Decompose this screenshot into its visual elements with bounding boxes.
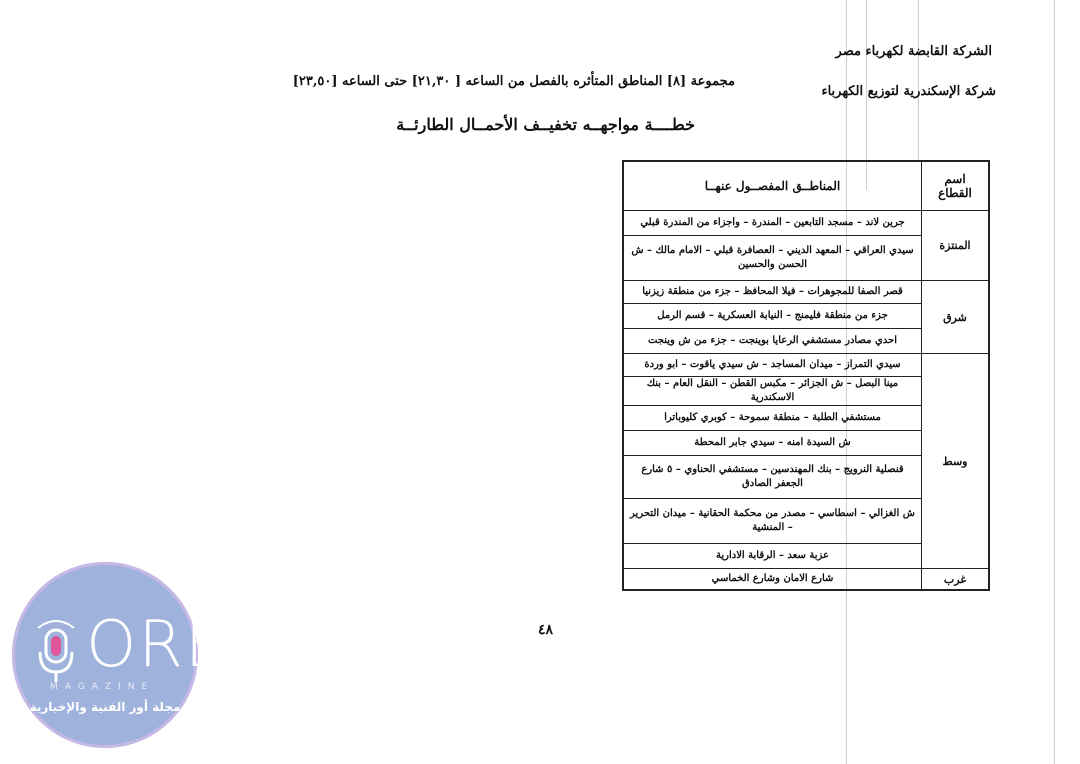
area-cell: ش الغزالي – اسطاسي – مصدر من محكمة الحقانية – ميدان التحرير – المنشية — [623, 499, 922, 544]
area-cell: سيدي التمراز – ميدان المساجد – ش سيدي ياقوت – ابو وردة — [623, 354, 922, 377]
scan-line — [918, 0, 919, 160]
table-row — [623, 211, 989, 236]
table-header-row — [623, 161, 989, 211]
area-cell: شارع الامان وشارع الخماسي — [623, 569, 922, 591]
area-cell: جزء من منطقة فليمنج – النيابة العسكرية – قسم الرمل — [623, 304, 922, 329]
logo-subtitle: MAGAZINE — [50, 682, 155, 692]
logo-text: ORE — [86, 608, 228, 682]
sector-name: غرب — [922, 569, 990, 591]
sector-column-header: اسم القطاع — [922, 161, 990, 211]
sector-name: شرق — [922, 281, 990, 354]
area-cell: سيدي العراقي – المعهد الديني – العصافرة قبلي – الامام مالك – ش الحسن والحسين — [623, 236, 922, 281]
plan-title: خطــــة مواجهــه تخفيــف الأحمــال الطارئــة — [396, 115, 695, 134]
table-row — [623, 569, 989, 591]
area-cell: ش السيدة امنه – سيدي جابر المحطة — [623, 431, 922, 456]
area-cell: قصر الصفا للمجوهرات – فيلا المحافظ – جزء من منطقة زيزنيا — [623, 281, 922, 304]
area-cell: قنصلية النرويج – بنك المهندسين – مستشفي الحناوي – ٥ شارع الجعفر الصادق — [623, 456, 922, 499]
table-row — [623, 281, 989, 304]
area-cell: عزبة سعد – الرقابة الادارية — [623, 544, 922, 569]
sector-name: وسط — [922, 354, 990, 569]
org-line-distribution: شركة الإسكندرية لتوزيع الكهرباء — [821, 84, 996, 99]
org-line-holding: الشركة القابضة لكهرباء مصر — [835, 44, 992, 59]
page-number: ٤٨ — [538, 622, 554, 638]
logo-arabic-caption: مجلة أور الفنية والإخبارية — [29, 700, 181, 714]
areas-column-header: المناطــق المفصــول عنهــا — [623, 161, 922, 211]
table-row — [623, 354, 989, 377]
microphone-icon — [34, 618, 78, 686]
zones-table — [622, 160, 990, 591]
area-cell: مستشفي الطلبة – منطقة سموحة – كوبري كليوباترا — [623, 406, 922, 431]
area-cell: جرين لاند – مسجد التابعين – المندرة – واجزاء من المندرة قبلي — [623, 211, 922, 236]
sector-name: المنتزة — [922, 211, 990, 281]
watermark-logo — [12, 562, 228, 748]
area-cell: مينا البصل – ش الجزائر – مكبس القطن – النقل العام – بنك الاسكندرية — [623, 377, 922, 406]
group-heading: مجموعة [٨] المناطق المتأثره بالفصل من الساعه [ ٢١,٣٠] حتى الساعه [٢٣,٥٠] — [292, 74, 735, 89]
area-cell: احدي مصادر مستشفي الرعايا بوينجت – جزء من ش وينجت — [623, 329, 922, 354]
scan-line — [1054, 0, 1055, 764]
